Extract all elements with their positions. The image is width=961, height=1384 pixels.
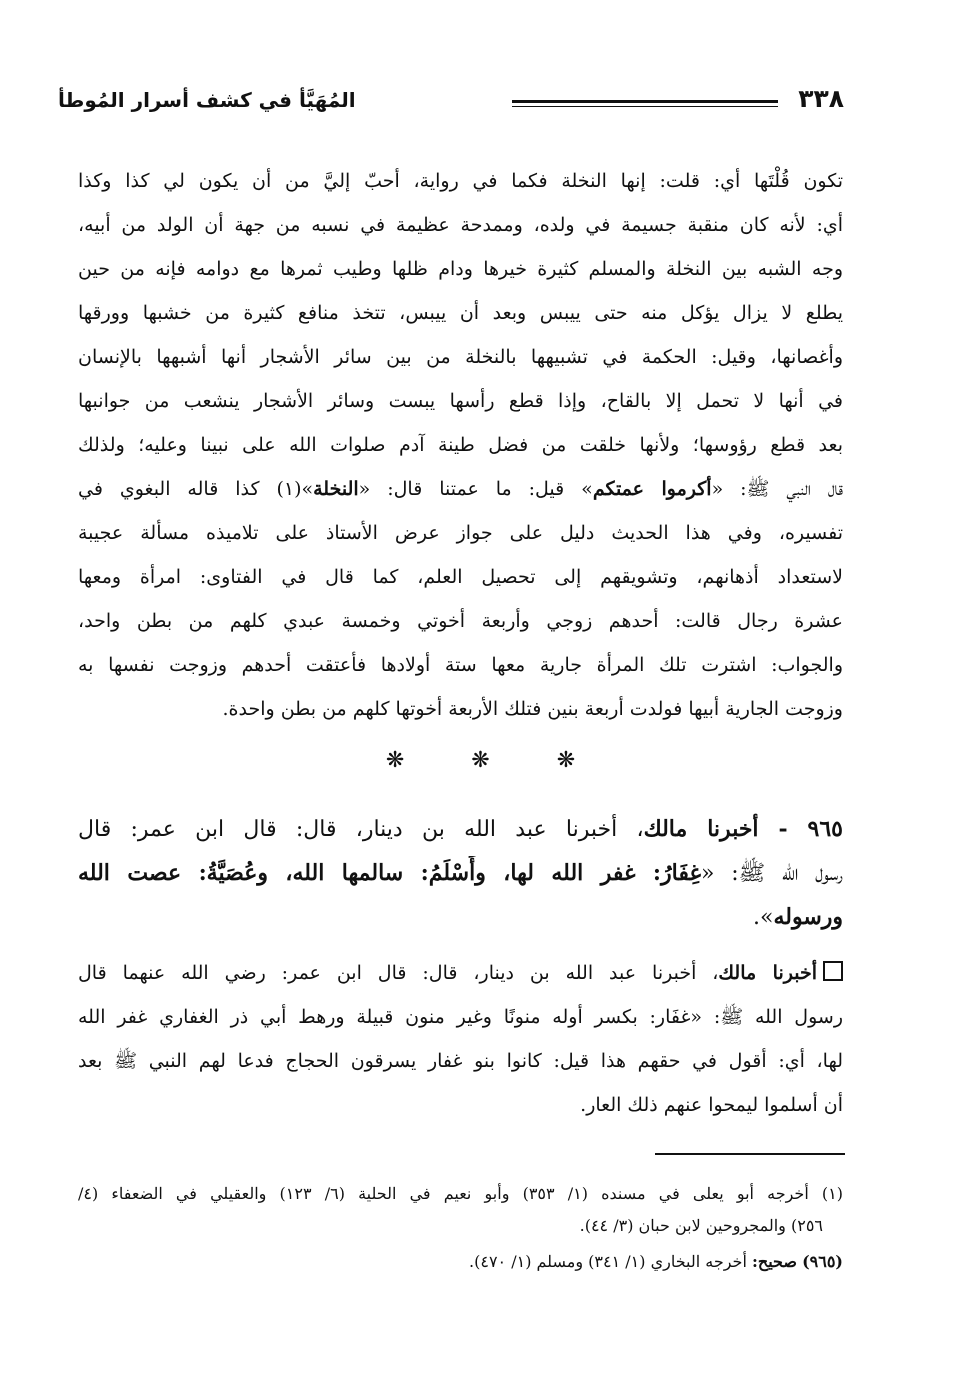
text-line: وجه الشبه بين النخلة والمسلم كثيرة خيرها ودام ظلها وطيب ثمرها مع دوامه فإنه من حين [78, 258, 843, 280]
text-line: أي: لأنه كان منقبة جسيمة في ولده، وممدحة عظيمة في نسبه من جهة أن الولد من أبيه، [78, 214, 843, 236]
page-number: ٣٣٨ [798, 84, 844, 113]
text-line: يطلع لا يزال يؤكل منه حتى ييبس وبعد أن ييبس، تتخذ منافع كثيرة من خشبها وورقها [78, 302, 843, 324]
sharh-line: أن أسلموا ليمحوا عنهم ذلك العار. [580, 1094, 843, 1116]
text-line: وزوجت الجارية أبيها فولدت أربعة بنين فتلك الأربعة أخوتها كلهم من بطن واحدة. [222, 698, 843, 720]
quoted-answer: النخلة [313, 478, 359, 500]
running-header [58, 84, 844, 124]
sharh-line: لها، أي: أقول في حقهم هذا قيل: كانوا بنو غفار يسرقون الحجاج فدعا لهم النبي ﷺ بعد [78, 1050, 843, 1072]
hadith-matn: ورسوله [773, 904, 843, 930]
star-ornament: ❋ [385, 748, 405, 773]
section-separator [0, 748, 961, 773]
text-run: » قيل: ما عمتنا قال: « [358, 478, 593, 500]
text-run: رسول الله ﷺ: « [700, 861, 843, 886]
hadith-line [78, 812, 843, 848]
text-run: ، أخبرنا عبد الله بن دينار، قال: قال ابن عمر: قال [78, 817, 644, 842]
text-line: تفسيره، وفي هذا الحديث دليل على جواز عرض الأستاذ على تلاميذه مسألة عجيبة [78, 522, 843, 544]
sharh-line: رسول الله ﷺ: «غفَار: بكسر أوله منونًا وغير منون قبيلة ورهط أبي ذر الغفاري غفر الله [78, 1006, 843, 1028]
hadith-number: ٩٦٥ - أخبرنا مالك [643, 816, 843, 842]
hadith-line [78, 900, 843, 936]
header-rule [512, 100, 778, 107]
text-line: لاستعداد أذهانهم، وتشويقهم إلى تحصيل العلم، كما قال في الفتاوى: امرأة ومعها [78, 566, 843, 588]
star-ornament: ❋ [556, 748, 576, 773]
grading-label: صحيح: [751, 1252, 797, 1271]
text-line: بعد قطع رؤوسها؛ ولأنها خلقت من فضل طينة آدم صلوات الله على نبينا وعليه؛ ولذلك [78, 434, 843, 456]
text-line: في أنها لا تحمل إلا بالقاح، وإذا قطع رأسها يبست وسائر الأشجار ينشعب من جوانبها [78, 390, 843, 412]
text-run: قال النبي ﷺ: « [711, 478, 843, 500]
text-line: عشرة رجال قالت: أحدهم زوجي وأربعة أخوتي وخمسة عبدي كلهم من بطن واحد، [78, 610, 843, 632]
sharh-lead: أخبرنا مالك [718, 962, 817, 984]
star-ornament: ❋ [471, 748, 490, 773]
footnote-rule [655, 1153, 845, 1155]
quoted-hadith: أكرموا عمتكم [592, 478, 712, 500]
footnote-line [78, 1250, 843, 1276]
sharh-line [78, 958, 843, 990]
text-run: أخرجه البخاري (١/ ٣٤١) ومسلم (١/ ٤٧٠). [469, 1252, 747, 1271]
text-line: وأغصانها، وقيل: الحكمة في تشبيهها بالنخلة من بين سائر الأشجار أنها أشبهها بالإنسان [78, 346, 843, 368]
square-marker-icon [823, 961, 843, 981]
footnote-number: (٩٦٥) [802, 1252, 843, 1271]
hadith-matn: غِفَارُ: غفر الله لها، وأَسْلَمُ: سالمها الله، وعُصَيَّةُ: عصت الله [78, 860, 701, 886]
text-run: »(١) كذا قاله البغوي في [78, 478, 314, 500]
text-run: ، أخبرنا عبد الله بن دينار، قال: قال ابن عمر: رضي الله عنهما قال [78, 962, 719, 984]
book-title: المُهَيَّأ في كشف أسرار المُوطأ [58, 88, 356, 112]
text-line-hadith-quote [78, 474, 843, 506]
footnote-line: ٢٥٦) والمجروحين لابن حبان (٣/ ٤٤). [579, 1216, 823, 1235]
text-line: والجواب: اشترت تلك المرأة جارية معها ستة أولادها فأعتقت أحدهم وزوجت نفسها به [78, 654, 843, 676]
text-line: تكون قُلْتَها أي: قلت: إنها النخلة فكما في رواية، أحبّ إليَّ من أن يكون لي كذا وكذا [78, 170, 843, 192]
footnote-line: (١) أخرجه أبو يعلى في مسنده (١/ ٣٥٣) وأبو نعيم في الحلية (٦/ ١٢٣) والعقيلي في الضعفاء (٤/ [78, 1184, 843, 1203]
text-run: ». [753, 905, 774, 930]
hadith-line [78, 856, 843, 892]
